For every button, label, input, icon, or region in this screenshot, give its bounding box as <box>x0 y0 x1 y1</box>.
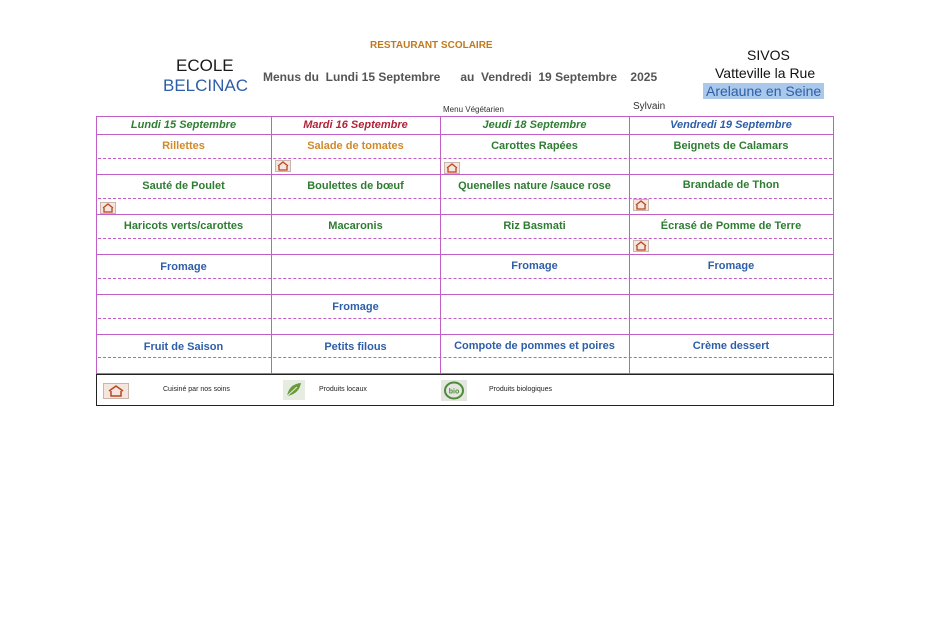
menu-dates: Menus du Lundi 15 Septembre au Vendredi 19 Septembre 2025 <box>263 70 658 84</box>
dish-mardi-entree: Salade de tomates <box>307 140 404 152</box>
dish-jeudi-fromage: Fromage <box>511 260 558 272</box>
house-icon <box>633 240 649 252</box>
dish-vendredi-accompagnement: Écrasé de Pomme de Terre <box>660 220 802 232</box>
bio-icon <box>441 380 467 401</box>
dish-vendredi-dessert: Crème dessert <box>692 340 770 352</box>
day-header-jeudi: Jeudi 18 Septembre <box>482 119 587 131</box>
dish-vendredi-entree: Beignets de Calamars <box>673 140 789 152</box>
legend-local: Produits locaux <box>319 386 367 393</box>
dish-mardi-fromage: Fromage <box>332 301 379 313</box>
dish-jeudi-plat: Quenelles nature /sauce rose <box>458 180 611 192</box>
house-icon <box>275 160 291 172</box>
legend <box>96 374 834 406</box>
day-header-lundi: Lundi 15 Septembre <box>130 119 237 131</box>
ecole-label: ECOLE <box>176 56 234 75</box>
day-header-vendredi: Vendredi 19 Septembre <box>670 119 792 131</box>
house-icon <box>103 383 129 399</box>
dish-lundi-dessert: Fruit de Saison <box>143 341 224 353</box>
dish-vendredi-fromage: Fromage <box>707 260 755 272</box>
legend-organic: Produits biologiques <box>489 386 553 393</box>
house-icon <box>100 202 116 214</box>
dish-lundi-fromage: Fromage <box>160 261 207 273</box>
svg-text:bio: bio <box>448 388 460 396</box>
dish-jeudi-accompagnement: Riz Basmati <box>503 220 566 232</box>
author-name: Sylvain <box>633 101 666 112</box>
dish-jeudi-entree: Carottes Rapées <box>491 140 578 152</box>
house-icon <box>633 199 649 211</box>
house-icon <box>444 162 460 174</box>
legend-homemade: Cuisiné par nos soins <box>163 386 230 393</box>
dish-mardi-dessert: Petits filous <box>324 341 387 353</box>
dish-lundi-accompagnement: Haricots verts/carottes <box>123 220 244 232</box>
dish-lundi-plat: Sauté de Poulet <box>142 180 225 192</box>
dish-lundi-entree: Rillettes <box>162 140 205 152</box>
dish-jeudi-dessert: Compote de pommes et poires <box>454 340 615 352</box>
day-header-mardi: Mardi 16 Septembre <box>303 119 408 131</box>
leaf-icon <box>283 380 305 400</box>
commune-vatteville: Vatteville la Rue <box>715 65 816 81</box>
dish-vendredi-plat: Brandade de Thon <box>682 179 780 191</box>
menu-table <box>96 116 834 406</box>
dish-mardi-plat: Boulettes de bœuf <box>307 180 404 192</box>
restaurant-title: RESTAURANT SCOLAIRE <box>370 40 493 51</box>
school-name: BELCINAC <box>163 76 249 95</box>
vegetarian-note: Menu Végétarien <box>443 105 504 114</box>
dish-mardi-accompagnement: Macaronis <box>328 220 383 232</box>
sivos-label: SIVOS <box>747 47 790 63</box>
commune-arelaune: Arelaune en Seine <box>703 83 824 99</box>
